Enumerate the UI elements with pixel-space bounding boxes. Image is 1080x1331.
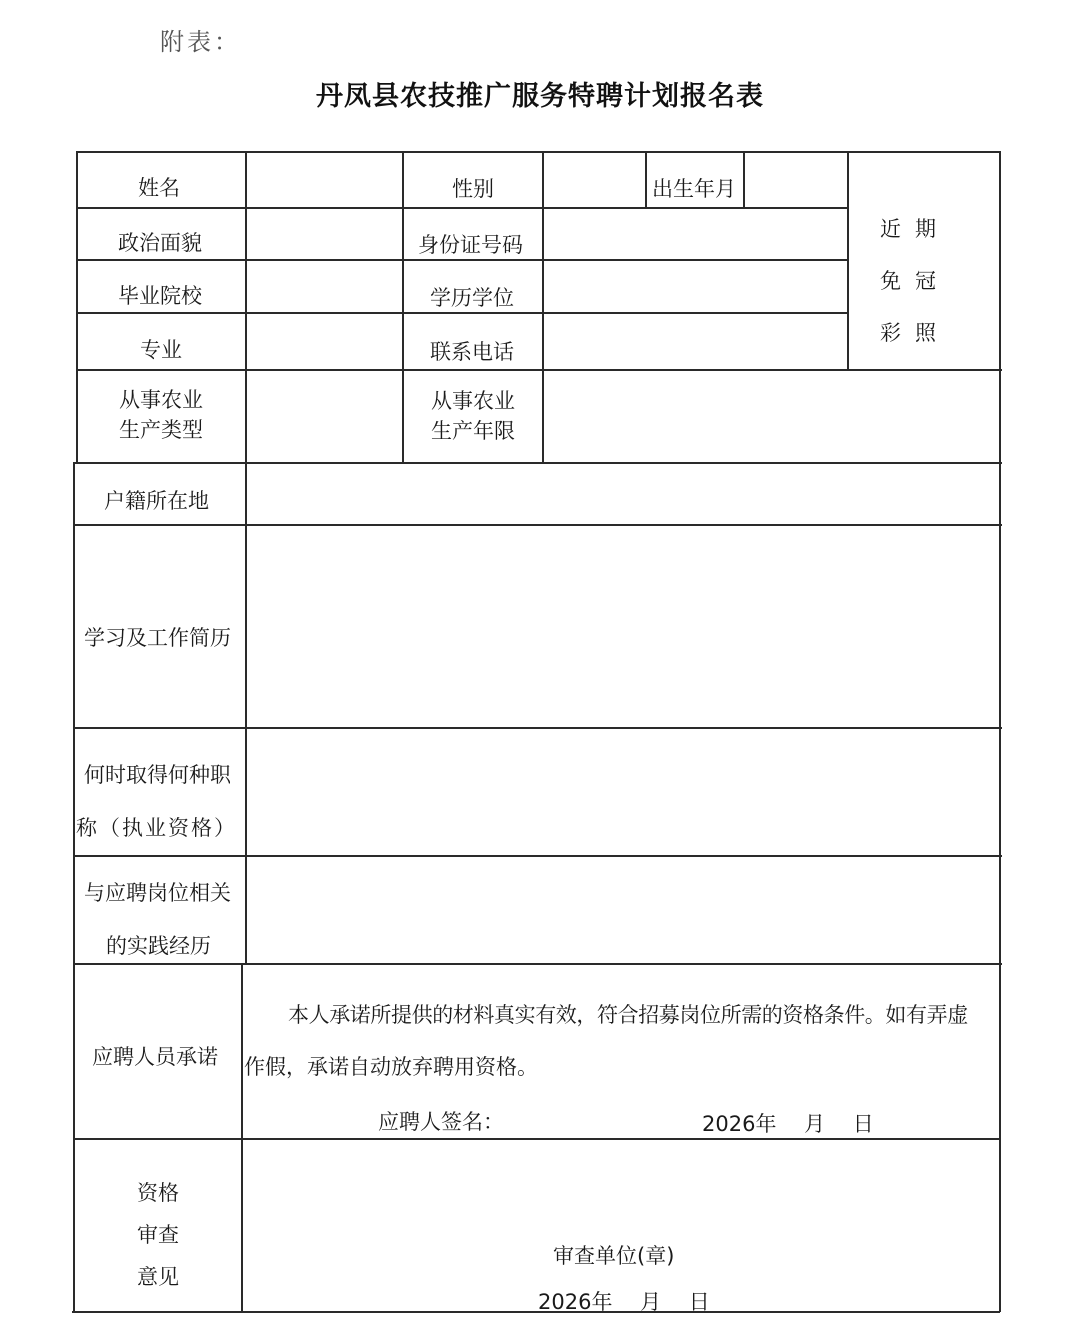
farm-type-label: 从事农业 生产类型	[119, 388, 203, 442]
school-label: 毕业院校	[118, 284, 202, 308]
table-border-bottom	[72, 1311, 1000, 1313]
photo-placeholder	[880, 203, 970, 359]
photo-text-line: 彩照	[880, 321, 950, 345]
practice-label-line2: 的实践经历	[106, 934, 211, 958]
education-label: 学历学位	[430, 286, 514, 310]
column-divider	[245, 151, 247, 963]
gender-label: 性别	[452, 177, 494, 201]
row-divider	[74, 524, 1002, 526]
household-label: 户籍所在地	[104, 489, 209, 513]
table-border-top	[78, 151, 1000, 153]
name-value[interactable]	[250, 160, 398, 202]
row-divider	[74, 727, 1002, 729]
column-divider	[542, 151, 544, 463]
gender-value[interactable]	[548, 160, 640, 202]
signature-field[interactable]	[500, 1100, 680, 1134]
row-divider	[78, 207, 848, 209]
row-divider	[74, 963, 1002, 965]
farm-years-label: 从事农业 生产年限	[431, 389, 515, 443]
practice-label-line1: 与应聘岗位相关	[84, 881, 231, 905]
name-label: 姓名	[138, 176, 180, 200]
column-divider	[743, 151, 745, 208]
row-divider	[74, 855, 1002, 857]
photo-cell-border	[847, 151, 849, 370]
table-border-left	[73, 462, 75, 1312]
signature-label: 应聘人签名：	[378, 1110, 504, 1134]
resume-label: 学习及工作简历	[84, 626, 231, 650]
review-unit-label: 审查单位(章)	[553, 1244, 675, 1268]
qualification-label-line1: 何时取得何种职	[84, 763, 231, 787]
column-divider	[645, 151, 647, 208]
pledge-text-line1: 本人承诺所提供的材料真实有效，符合招募岗位所需的资格条件。如有弄虚	[288, 1003, 968, 1027]
pledge-text-line2: 作假，承诺自动放弃聘用资格。	[244, 1055, 538, 1079]
review-date: 2026年 月 日	[538, 1290, 710, 1314]
phone-label: 联系电话	[430, 340, 514, 364]
photo-text-line: 免冠	[880, 269, 950, 293]
row-divider	[76, 369, 1002, 371]
row-divider	[74, 1138, 1000, 1140]
review-label: 资格 审查 意见	[137, 1181, 179, 1289]
table-border-right	[999, 151, 1001, 1312]
column-divider	[402, 151, 404, 463]
political-label: 政治面貌	[118, 231, 202, 255]
birth-label: 出生年月	[652, 177, 736, 201]
pledge-label: 应聘人员承诺	[92, 1045, 218, 1069]
pledge-date: 2026年 月 日	[702, 1112, 874, 1136]
form-title: 丹凤县农技推广服务特聘计划报名表	[316, 81, 764, 112]
column-divider	[241, 963, 243, 1312]
id-number-label: 身份证号码	[418, 233, 523, 257]
qualification-label-line2: 称（执业资格）	[76, 816, 237, 840]
table-border-left	[76, 151, 78, 463]
photo-text-line: 近期	[880, 217, 950, 241]
row-divider	[74, 462, 1002, 464]
birth-value[interactable]	[749, 160, 843, 202]
annex-label: 附表：	[160, 28, 241, 56]
major-label: 专业	[140, 338, 182, 362]
